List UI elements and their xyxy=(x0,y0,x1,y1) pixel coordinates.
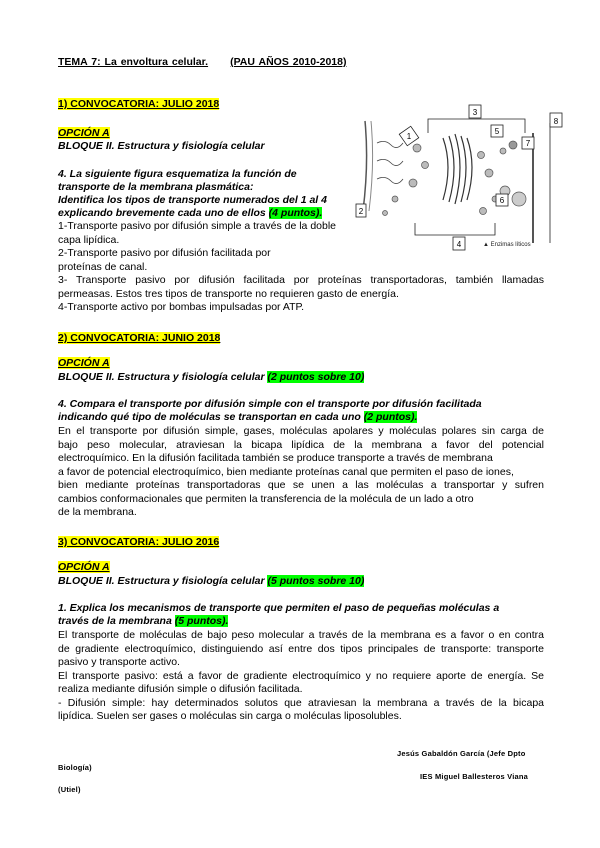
footer-author: Jesús Gabaldón García (Jefe Dpto xyxy=(397,749,526,758)
figure-label-2: 2 xyxy=(358,207,364,216)
section-3-question: 1. Explica los mecanismos de transporte que permiten el paso de pequeñas moléculas a través de la membrana (5 puntos). xyxy=(58,602,500,627)
section-3-block: BLOQUE II. Estructura y fisiología celular (5 puntos sobre 10) xyxy=(58,575,365,587)
section-2-option: OPCIÓN A xyxy=(58,357,110,369)
section-2-heading: 2) CONVOCATORIA: JUNIO 2018 xyxy=(58,332,221,344)
section-1-block: BLOQUE II. Estructura y fisiología celular xyxy=(58,140,265,152)
figure-label-5: 5 xyxy=(494,127,500,136)
section-2-points: (2 puntos). xyxy=(363,411,418,423)
figure-label-6: 6 xyxy=(499,196,505,205)
section-1-option: OPCIÓN A xyxy=(58,127,110,139)
section-2-question: 4. Compara el transporte por difusión simple con el transporte por difusión facilitada indicando qué tipo de moléculas se transportan en cada uno (2 puntos). xyxy=(58,398,482,423)
footer-dept: Biología) xyxy=(58,763,92,772)
section-2-block-points: (2 puntos sobre 10) xyxy=(267,371,365,383)
section-3-block-points: (5 puntos sobre 10) xyxy=(267,575,365,587)
section-2-block: BLOQUE II. Estructura y fisiología celular (2 puntos sobre 10) xyxy=(58,371,365,383)
figure-label-4: 4 xyxy=(456,240,462,249)
figure-caption: ▲ Enzimas líticos xyxy=(483,242,531,248)
footer-city: (Utiel) xyxy=(58,785,81,794)
section-3-option: OPCIÓN A xyxy=(58,561,110,573)
cell-figure xyxy=(355,103,565,253)
section-2-answer: En el transporte por difusión simple, gases, moléculas apolares y moléculas polares sin carga de bajo peso molecular, atraviesan la bicapa lipídica de la membrana a favor del potencial electroquímico. En la difusión facilitada también se produce transporte a través de membrana a favor de potencial electroquímico, bien mediante proteínas canal que permiten el paso de iones, bien mediante proteínas transportadoras que se unen a las moléculas a transportar y sufren cambios conformacionales que permiten la transferencia de la molécula de un lado a otro de la membrana. xyxy=(58,425,544,518)
section-3-heading: 3) CONVOCATORIA: JULIO 2016 xyxy=(58,536,220,548)
figure-label-3: 3 xyxy=(472,108,478,117)
page-title: TEMA 7: La envoltura celular. (PAU AÑOS 2010-2018) xyxy=(58,56,347,68)
section-1-answer-long: 3- Transporte pasivo por difusión facilitada por proteínas transportadoras, también llamadas permeasas. Estos tres tipos de transporte no requieren gasto de energía. 4-Transporte activo por bombas impulsadas por ATP. xyxy=(58,274,544,313)
section-1-answer-short: 1-Transporte pasivo por difusión simple a través de la doble capa lipídica. 2-Transporte pasivo por difusión facilitada por proteínas de canal. xyxy=(58,220,337,273)
section-1-heading: 1) CONVOCATORIA: JULIO 2018 xyxy=(58,98,220,110)
section-3-points: (5 puntos). xyxy=(174,615,229,627)
footer-school: IES Miguel Ballesteros Viana xyxy=(420,772,528,781)
figure-label-7: 7 xyxy=(525,139,531,148)
figure-label-8: 8 xyxy=(553,117,559,126)
section-1-question: 4. La siguiente figura esquematiza la función de transporte de la membrana plasmática: Identifica los tipos de transporte numerados del 1 al 4 explicando brevemente cada uno de ellos (4 puntos). xyxy=(58,168,327,219)
section-3-answer: El transporte de moléculas de bajo peso molecular a través de la membrana es a favor o en contra de gradiente electroquímico, distinguiendo así entre dos tipos principales de transporte: transporte pasivo y transporte activo. El transporte pasivo: está a favor de gradiente electroquímico y no requiere aporte de energía. Se realiza mediante difusión simple o difusión facilitada. - Difusión simple: hay determinados solutos que atraviesan la membrana a través de la bicapa lipídica. Suelen ser gases o moléculas sin carga o moléculas liposolubles. xyxy=(58,629,544,722)
section-1-points: (4 puntos). xyxy=(268,207,323,219)
figure-label-1: 1 xyxy=(406,132,412,141)
